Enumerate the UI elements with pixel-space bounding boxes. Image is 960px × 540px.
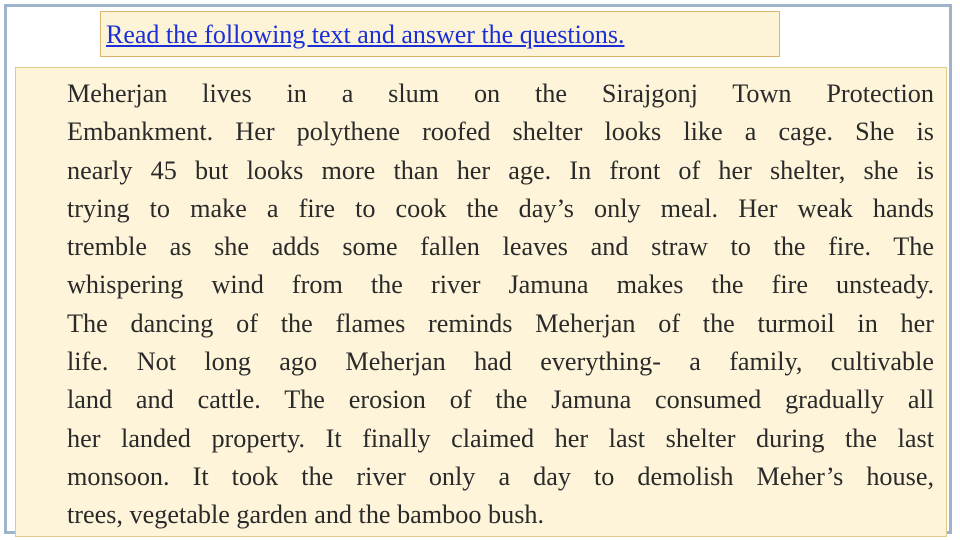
heading-text: Read the following text and answer the questions. — [106, 20, 625, 49]
heading-box — [100, 11, 780, 57]
passage-line: life. Not long ago Meherjan had everything- a family, cultivable — [67, 347, 934, 377]
passage-line: Meherjan lives in a slum on the Sirajgonj Town Protection — [67, 79, 934, 108]
passage-line: monsoon. It took the river only a day to demolish Meher’s house, — [67, 461, 934, 491]
passage-line: her landed property. It finally claimed her last shelter during the last — [67, 423, 934, 453]
passage-line: land and cattle. The erosion of the Jamuna consumed gradually all — [67, 385, 934, 415]
passage-line: whispering wind from the river Jamuna makes the fire unsteady. — [67, 270, 934, 300]
passage-line: trying to make a fire to cook the day’s only meal. Her weak hands — [67, 193, 934, 223]
passage-line: Embankment. Her polythene roofed shelter looks like a cage. She is — [67, 117, 934, 147]
passage-line: trees, vegetable garden and the bamboo bush. — [67, 500, 545, 530]
passage-line: nearly 45 but looks more than her age. In front of her shelter, she is — [67, 155, 934, 185]
passage-text — [67, 75, 934, 535]
passage-box — [15, 67, 947, 537]
passage-line: tremble as she adds some fallen leaves and straw to the fire. The — [67, 232, 934, 262]
passage-line: The dancing of the flames reminds Meherjan of the turmoil in her — [67, 308, 934, 338]
